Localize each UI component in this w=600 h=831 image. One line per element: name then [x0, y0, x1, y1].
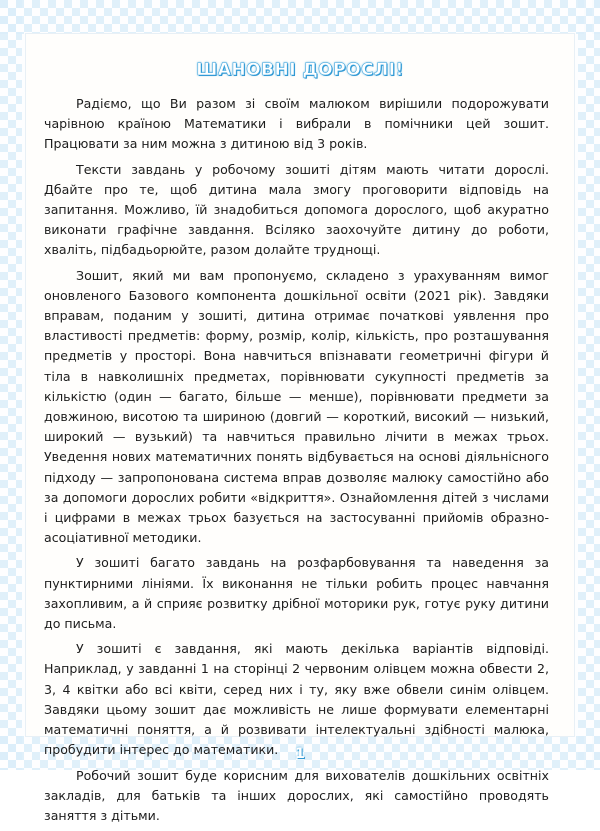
text-sheet [26, 34, 574, 823]
decorative-border-left [0, 0, 22, 770]
paragraph-intro: Радіємо, що Ви разом зі своїм малюком вирішили подорожувати чарівною країною Математики і вибрали в помічники цей зошит. Працювати за ним можна з дитиною від 3 років. [44, 96, 549, 152]
paragraph-coloring: У зошиті багато завдань на розфарбовування та наведення за пунктирними лініями. Їх виконання не тільки робить процес навчання захопливим, а й сприяє розвитку дрібної моторики рук, готує руку дитини до письма. [44, 555, 549, 632]
decorative-border-top [0, 0, 600, 34]
paragraph-variants: У зошиті є завдання, які мають декілька варіантів відповіді. Наприклад, у завданні 1 на сторінці 2 червоним олівцем можна обвести 2, 3, 4 квітки або всі квіти, серед них і ту, яку вже обвели синім олівцем. Завдяки цьому зошит дає можливість не лише формувати елементарні математичні поняття, а й розвивати інтелектуальні здібності малюка, пробудити інтерес до математики. [44, 641, 549, 758]
paragraph-audience: Робочий зошит буде корисним для вихователів дошкільних освітніх закладів, для батьків та інших дорослих, які самостійно проводять заняття з дітьми. [44, 767, 549, 823]
paragraph-reading: Тексти завдань у робочому зошиті дітям мають читати дорослі. Дбайте про те, щоб дитина мала змогу проговорити відповідь на запитання. Можливо, їй знадобиться допомога дорослого, щоб акуратно виконати графічне завдання. Всіляко заохочуйте дитину до роботи, хваліть, підбадьорюйте, разом долайте труднощі. [44, 161, 549, 258]
page-number: 1 [295, 746, 305, 762]
paragraph-curriculum: Зошит, який ми вам пропонуємо, складено з урахуванням вимог оновленого Базового компонента дошкільної освіти (2021 рік). Завдяки вправам, поданим у зошиті, дитина отримає початкові уявлення про властивості предметів: форму, розмір, колір, кількість, про розташування предметів у просторі. Вона навчиться впізнавати геометричні фігури й тіла в навколишніх предметах, порівнювати сукупності предметів за кількістю (один — багато, більше — менше), порівнювати предмети за довжиною, висотою та шириною (довгий — короткий, високий — низький, широкий — вузький) та навчиться правильно лічити в межах трьох. Уведення нових математичних понять відбувається на основі діяльнісного підходу — запропонована система вправ дозволяє малюку самостійно або за допомоги дорослих робити «відкриття». Ознайомлення дітей з числами і цифрами в межах трьох базується на застосуванні прийомів образно-асоціативної методики. [44, 267, 549, 546]
decorative-border-right [578, 0, 600, 770]
body-text [44, 94, 549, 831]
page-title: ШАНОВНІ ДОРОСЛІ! [196, 60, 404, 80]
